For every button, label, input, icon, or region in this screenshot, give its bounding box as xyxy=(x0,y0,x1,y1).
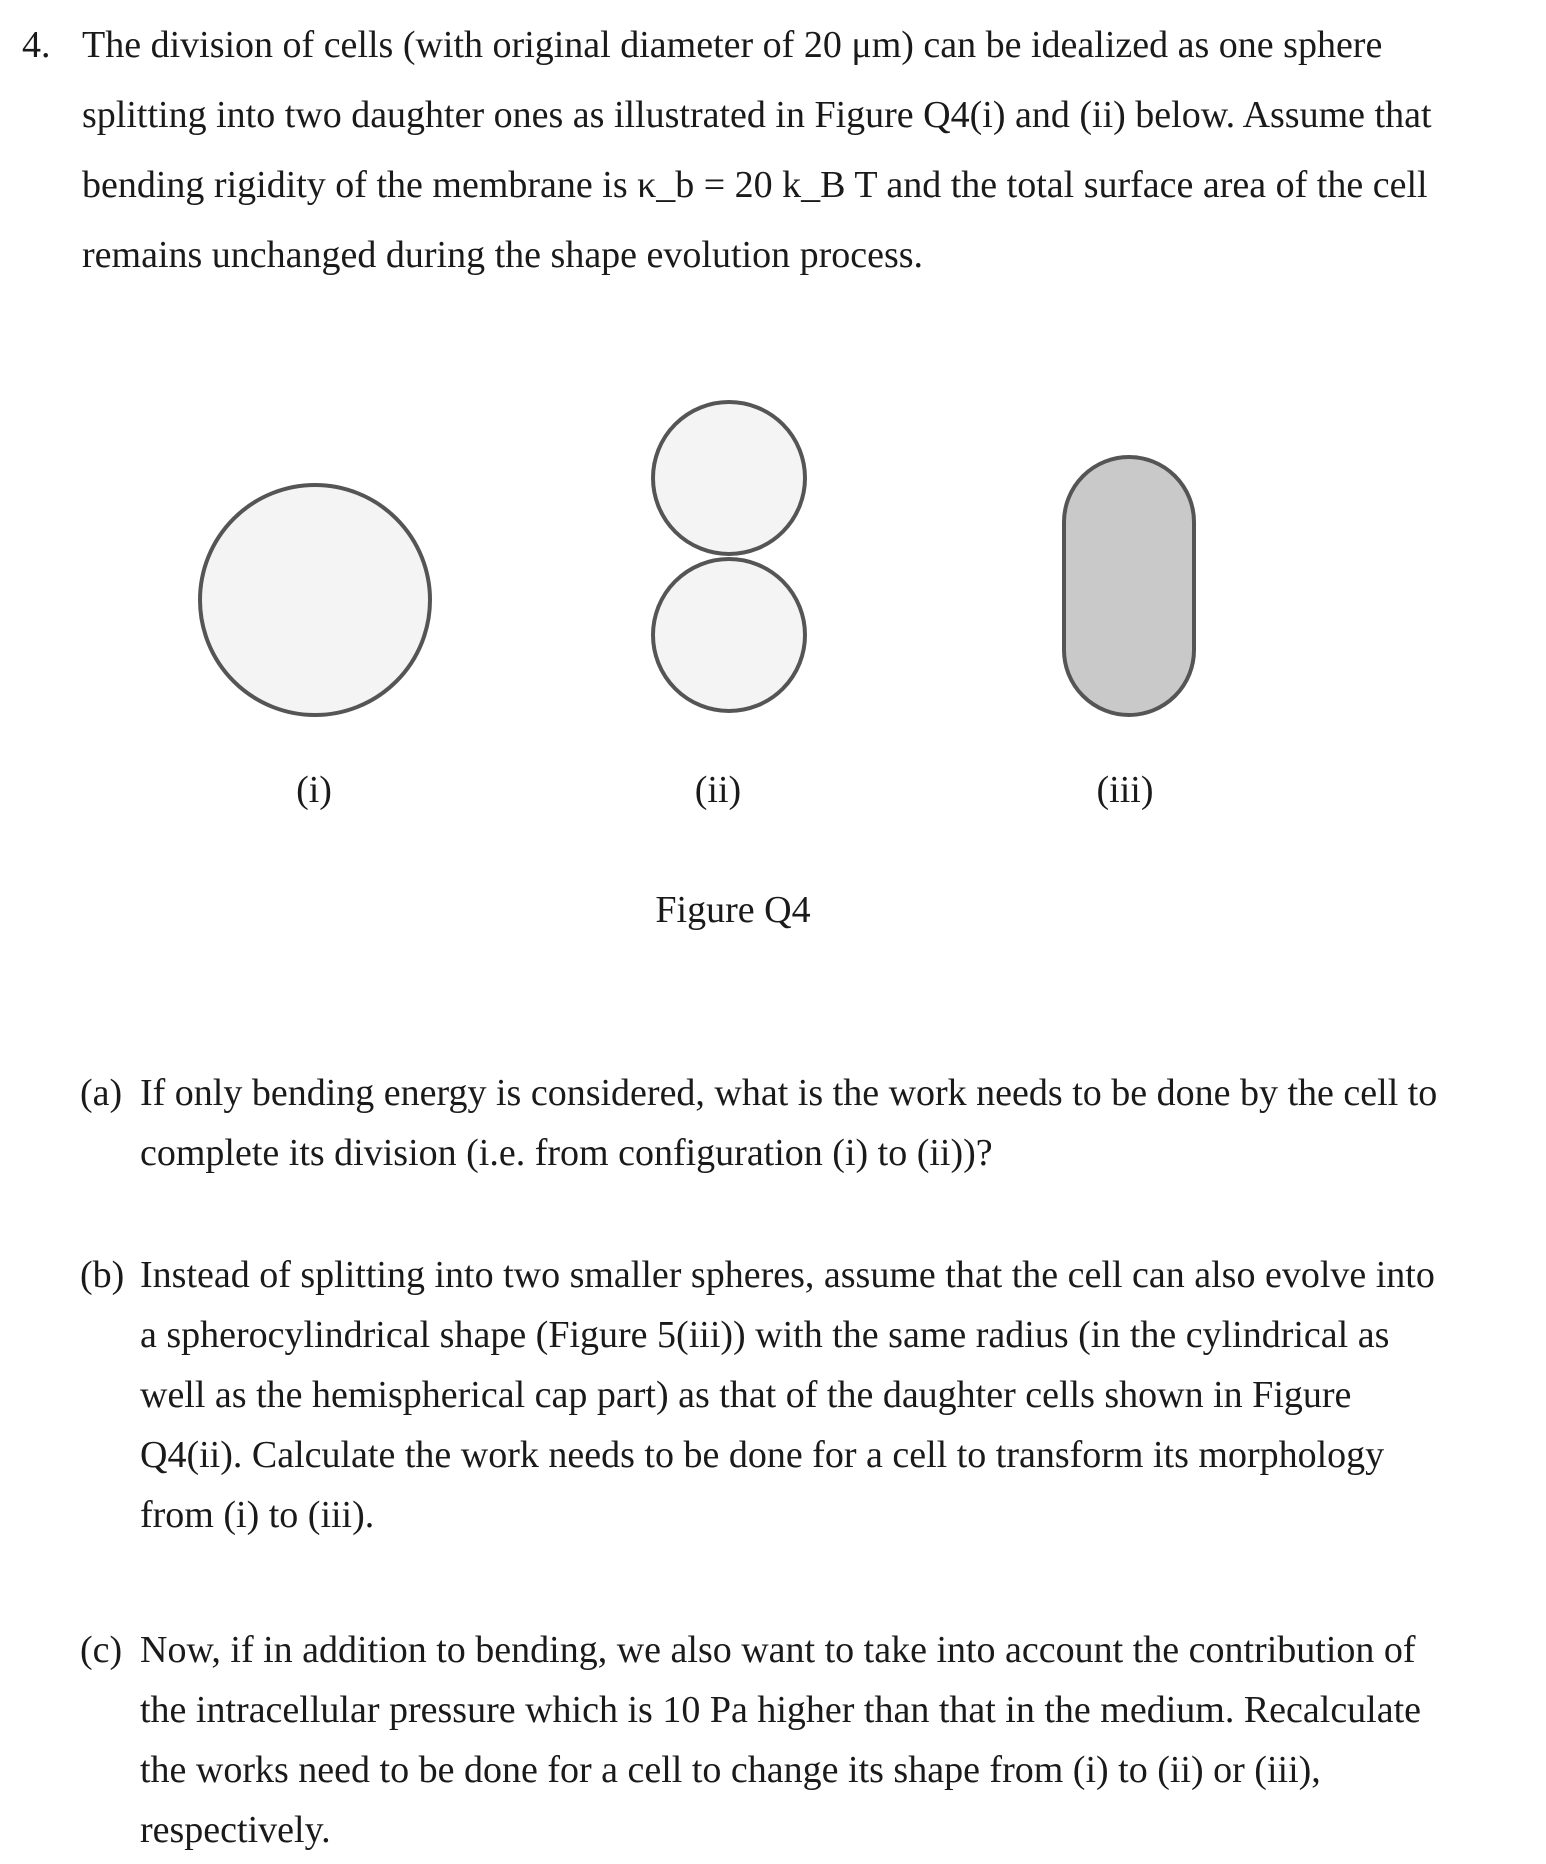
part-line: Q4(ii). Calculate the work needs to be done for a cell to transform its morphology xyxy=(140,1434,1385,1476)
part-a xyxy=(80,1063,1520,1183)
part-tag: (c) xyxy=(80,1629,123,1671)
part-line: the works need to be done for a cell to change its shape from (i) to (ii) or (iii), xyxy=(140,1749,1321,1791)
part-line: complete its division (i.e. from configuration (i) to (ii))? xyxy=(140,1132,993,1174)
figure-drawing xyxy=(0,390,1546,740)
shape-i-sphere xyxy=(200,485,430,715)
part-line: If only bending energy is considered, what is the work needs to be done by the cell to xyxy=(140,1072,1438,1114)
intro-line: bending rigidity of the membrane is κ_b = 20 k_B T and the total surface area of the cell xyxy=(82,164,1428,206)
shape-iii-spherocylinder xyxy=(1064,457,1194,715)
part-tag: (b) xyxy=(80,1254,125,1296)
intro-line: remains unchanged during the shape evolution process. xyxy=(82,234,924,276)
figure-label-i: (i) xyxy=(296,769,332,811)
figure-caption: Figure Q4 xyxy=(655,889,811,931)
figure-label-ii: (ii) xyxy=(694,769,742,811)
part-line: from (i) to (iii). xyxy=(140,1494,375,1536)
question-intro xyxy=(82,10,1522,290)
part-line: Instead of splitting into two smaller spheres, assume that the cell can also evolve into xyxy=(140,1254,1435,1296)
part-tag: (a) xyxy=(80,1072,123,1114)
question-number: 4. xyxy=(22,24,51,66)
part-line: well as the hemispherical cap part) as that of the daughter cells shown in Figure xyxy=(140,1374,1352,1416)
part-c xyxy=(80,1620,1520,1860)
shape-ii-upper-sphere xyxy=(653,402,805,554)
intro-line: The division of cells (with original diameter of 20 μm) can be idealized as one sphere xyxy=(82,24,1383,66)
part-line: respectively. xyxy=(140,1809,331,1851)
figure-q4 xyxy=(0,390,1546,811)
part-line: the intracellular pressure which is 10 Pa higher than that in the medium. Recalculate xyxy=(140,1689,1422,1731)
part-line: a spherocylindrical shape (Figure 5(iii)) with the same radius (in the cylindrical as xyxy=(140,1314,1390,1356)
figure-label-iii: (iii) xyxy=(1096,769,1154,811)
part-b xyxy=(80,1245,1520,1545)
shape-ii-lower-sphere xyxy=(653,559,805,711)
part-line: Now, if in addition to bending, we also want to take into account the contribution of xyxy=(140,1629,1416,1671)
intro-line: splitting into two daughter ones as illustrated in Figure Q4(i) and (ii) below. Assume that xyxy=(82,94,1432,136)
